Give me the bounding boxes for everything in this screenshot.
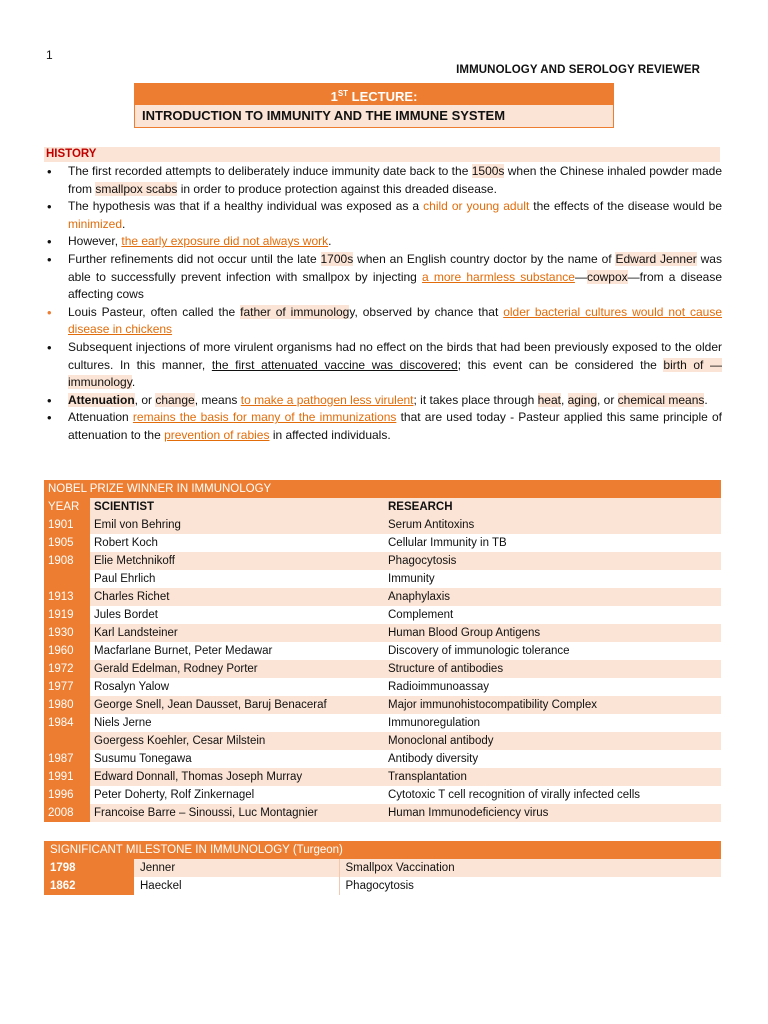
research-cell: Structure of antibodies [384,660,721,678]
research-cell: Human Blood Group Antigens [384,624,721,642]
table-row [44,534,721,552]
list-item: • Louis Pasteur, often called the father of immunology, observed by chance that older bacterial cultures would not cause disease in chickens [44,304,722,339]
table-row [44,552,721,570]
table-header-row [44,498,721,516]
table-row [44,606,721,624]
table-row [44,678,721,696]
table-row [44,516,721,534]
year-cell: 1960 [44,642,90,660]
scientist-cell: Robert Koch [90,534,384,552]
scientist-cell: George Snell, Jean Dausset, Baruj Benaceraf [90,696,384,714]
year-cell: 1984 [44,714,90,732]
scientist-cell: Gerald Edelman, Rodney Porter [90,660,384,678]
research-cell: Discovery of immunologic tolerance [384,642,721,660]
nobel-table-title: NOBEL PRIZE WINNER IN IMMUNOLOGY [44,480,721,498]
scientist-header: SCIENTIST [90,498,384,516]
table-row [44,732,721,750]
scientist-cell: Charles Richet [90,588,384,606]
milestone-table [44,841,721,895]
research-cell: Cytotoxic T cell recognition of virally infected cells [384,786,721,804]
scientist-cell: Peter Doherty, Rolf Zinkernagel [90,786,384,804]
research-cell: Immunity [384,570,721,588]
year-cell: 1972 [44,660,90,678]
year-cell [44,732,90,750]
year-cell: 1977 [44,678,90,696]
year-cell: 1987 [44,750,90,768]
year-cell: 1996 [44,786,90,804]
research-cell: Immunoregulation [384,714,721,732]
page-number: 1 [46,48,53,62]
scientist-cell: Paul Ehrlich [90,570,384,588]
year-cell: 2008 [44,804,90,822]
research-cell: Complement [384,606,721,624]
milestone-name-cell: Jenner [134,859,339,877]
year-cell: 1913 [44,588,90,606]
research-cell: Major immunohistocompatibility Complex [384,696,721,714]
table-row [44,750,721,768]
list-item: • Further refinements did not occur until the late 1700s when an English country doctor by the name of Edward Jenner was able to successfully prevent infection with smallpox by injecting a more harmless substance—cowpox—from a disease affecting cows [44,251,722,304]
milestone-year-cell: 1798 [44,859,134,877]
scientist-cell: Goergess Koehler, Cesar Milstein [90,732,384,750]
table-row [44,624,721,642]
list-item: • The first recorded attempts to deliberately induce immunity date back to the 1500s when the Chinese inhaled powder made from smallpox scabs in order to produce protection against this dreaded disease. [44,163,722,198]
milestone-year-cell: 1862 [44,877,134,895]
list-item: • The hypothesis was that if a healthy individual was exposed as a child or young adult the effects of the disease would be minimized. [44,198,722,233]
history-list [44,163,722,445]
scientist-cell: Rosalyn Yalow [90,678,384,696]
table-row [44,660,721,678]
milestone-event-cell: Smallpox Vaccination [339,859,721,877]
year-cell [44,570,90,588]
milestone-name-cell: Haeckel [134,877,339,895]
table-row [44,588,721,606]
table-row [44,804,721,822]
table-title-row [44,841,721,859]
year-cell: 1905 [44,534,90,552]
list-item: • Attenuation, or change, means to make a pathogen less virulent; it takes place through heat, aging, or chemical means. [44,392,722,410]
research-cell: Human Immunodeficiency virus [384,804,721,822]
table-row [44,786,721,804]
scientist-cell: Elie Metchnikoff [90,552,384,570]
running-head: IMMUNOLOGY AND SEROLOGY REVIEWER [456,64,700,76]
milestone-table-title: SIGNIFICANT MILESTONE IN IMMUNOLOGY (Turgeon) [44,841,721,859]
lecture-title: INTRODUCTION TO IMMUNITY AND THE IMMUNE SYSTEM [134,105,614,128]
scientist-cell: Emil von Behring [90,516,384,534]
research-cell: Antibody diversity [384,750,721,768]
nobel-prize-table [44,480,721,822]
research-header: RESEARCH [384,498,721,516]
table-row [44,714,721,732]
scientist-cell: Karl Landsteiner [90,624,384,642]
year-header: YEAR [44,498,90,516]
scientist-cell: Jules Bordet [90,606,384,624]
table-row [44,859,721,877]
scientist-cell: Susumu Tonegawa [90,750,384,768]
scientist-cell: Macfarlane Burnet, Peter Medawar [90,642,384,660]
table-row [44,570,721,588]
milestone-event-cell: Phagocytosis [345,879,414,892]
table-title-row [44,480,721,498]
research-cell: Phagocytosis [384,552,721,570]
list-item: • Subsequent injections of more virulent organisms had no effect on the birds that had been previously exposed to the older cultures. In this manner, the first attenuated vaccine was discovered; this event can be considered the birth of —immunology. [44,339,722,392]
research-cell: Serum Antitoxins [384,516,721,534]
scientist-cell: Niels Jerne [90,714,384,732]
year-cell: 1908 [44,552,90,570]
research-cell: Transplantation [384,768,721,786]
year-cell: 1930 [44,624,90,642]
list-item: • However, the early exposure did not always work. [44,233,722,251]
research-cell: Monoclonal antibody [384,732,721,750]
year-cell: 1901 [44,516,90,534]
year-cell: 1980 [44,696,90,714]
lecture-number: 1ST LECTURE: [134,83,614,105]
research-cell: Radioimmunoassay [384,678,721,696]
research-cell: Anaphylaxis [384,588,721,606]
table-row [44,877,721,895]
table-row [44,642,721,660]
history-heading: HISTORY [44,147,720,162]
table-row [44,696,721,714]
list-item: • Attenuation remains the basis for many of the immunizations that are used today - Pasteur applied this same principle of attenuation to the prevention of rabies in affected individuals. [44,409,722,444]
table-row [44,768,721,786]
scientist-cell: Francoise Barre – Sinoussi, Luc Montagnier [90,804,384,822]
scientist-cell: Edward Donnall, Thomas Joseph Murray [90,768,384,786]
research-cell: Cellular Immunity in TB [384,534,721,552]
lecture-title-box [134,83,614,128]
year-cell: 1919 [44,606,90,624]
year-cell: 1991 [44,768,90,786]
